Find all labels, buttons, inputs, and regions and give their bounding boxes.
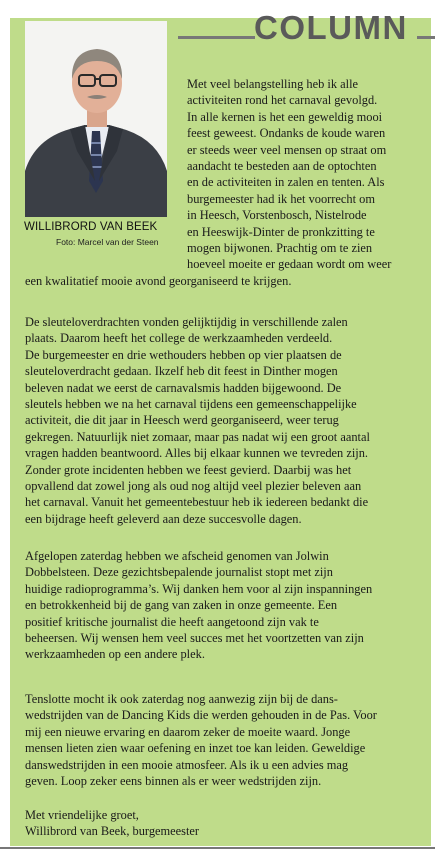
text-line: De burgemeester en drie wethouders hebben op vier plaatsen de: [25, 347, 342, 362]
text-line: sleutels hebben we na het carnaval tijdens een gemeenschappelijke: [25, 397, 357, 412]
paragraph-intro-tail: een kwalitatief mooie avond georganiseerd te krijgen.: [25, 274, 292, 288]
text-line: aandacht te besteden aan de optochten: [187, 159, 377, 174]
portrait-photo-icon: [25, 21, 167, 217]
text-line: activiteiten rond het carnaval gevolgd.: [187, 93, 378, 108]
text-line: mij een nieuwe ervaring en daarom zeker de moeite waard. Jonge: [25, 724, 351, 739]
column-title: COLUMN: [254, 9, 408, 46]
text-line: in Heesch, Vorstenbosch, Nistelrode: [187, 208, 367, 223]
text-line: Zonder grote incidenten hebben we feest gevierd. Daarbij was het: [25, 462, 352, 477]
header-rule-left: [178, 36, 255, 39]
text-line: en betrokkenheid bij de gang van zaken in onze gemeente. Een: [25, 598, 338, 613]
text-line: gekregen. Natuurlijk niet zomaar, maar pas nadat wij een groot aantal: [25, 429, 370, 444]
text-line: hoeveel moeite er gedaan wordt om weer: [187, 257, 392, 272]
text-line: en de activiteiten in zalen en tenten. Als: [187, 175, 385, 190]
photo-caption-name: WILLIBRORD VAN BEEK: [24, 221, 158, 233]
text-line: en Heeswijk-Dinter de pronkzitting te: [187, 224, 375, 239]
text-line: activiteit, die dit jaar in Heesch werd georganiseerd, weer terug: [25, 413, 339, 428]
text-line: huidige radioprogramma’s. Wij danken hem voor al zijn inspanningen: [25, 581, 373, 596]
text-line: opvallend dat zowel jong als oud nog altijd veel plezier beleven aan: [25, 479, 362, 494]
paragraph-intro: [187, 76, 427, 273]
text-line: werkzaamheden op een andere plek.: [25, 647, 205, 662]
text-line: positief kritische journalist die heeft aangetoond zijn vak te: [25, 614, 319, 629]
text-line: beleven nadat we eerst de carnavalsmis hadden bijgewoond. De: [25, 380, 342, 395]
text-line: er steeds weer veel mensen op straat om: [187, 142, 387, 157]
header-rule-right: [417, 36, 435, 39]
text-line: De sleuteloverdrachten vonden gelijktijdig in verschillende zalen: [25, 315, 348, 329]
text-line: het carnaval. Vanuit het gemeentebestuur heb ik iedereen bedankt die: [25, 495, 369, 510]
paragraph-farewell: [25, 548, 427, 663]
text-line: Afgelopen zaterdag hebben we afscheid genomen van Jolwin: [25, 549, 329, 563]
text-line: In alle kernen is het een geweldig mooi: [187, 109, 383, 124]
text-line: sleuteloverdracht gedaan. Ikzelf heb dit feest in Dinther mogen: [25, 364, 338, 379]
text-line: wedstrijden van de Dancing Kids die werden gehouden in de Pas. Voor: [25, 708, 377, 723]
text-line: Met veel belangstelling heb ik alle: [187, 77, 359, 91]
closing-signature: Willibrord van Beek, burgemeester: [25, 824, 200, 839]
text-line: mensen lieten zien waar oefening en inzet toe kan leiden. Geweldige: [25, 741, 366, 756]
bottom-rule: [0, 847, 435, 849]
text-line: feest geweest. Ondanks de koude waren: [187, 126, 386, 141]
text-line: Tenslotte mocht ik ook zaterdag nog aanwezig zijn bij de dans-: [25, 692, 338, 706]
text-line: geven. Loop zeker eens binnen als er weer wedstrijden zijn.: [25, 774, 322, 789]
text-line: plaats. Daarom heeft het college de werkzaamheden verdeeld.: [25, 331, 333, 346]
text-line: een bijdrage heeft geleverd aan deze succesvolle dagen.: [25, 511, 302, 526]
paragraph-key-handover: [25, 314, 427, 527]
closing-greeting: Met vriendelijke groet,: [25, 808, 139, 822]
text-line: burgemeester had ik het voorrecht om: [187, 191, 375, 206]
text-line: beheersen. Wij wensen hem veel succes met het voortzetten van zijn: [25, 631, 364, 646]
text-line: Dobbelsteen. Deze gezichtsbepalende journalist stopt met zijn: [25, 565, 333, 580]
text-line: mogen bijwonen. Prachtig om te zien: [187, 241, 373, 256]
paragraph-dance: [25, 691, 427, 789]
closing: [25, 807, 427, 840]
photo-credit: Foto: Marcel van der Steen: [56, 237, 159, 247]
text-line: danswedstrijden in een mooie atmosfeer. Als ik u een advies mag: [25, 757, 349, 772]
text-line: vragen hadden beantwoord. Alles bij elkaar kunnen we tevreden zijn.: [25, 446, 369, 461]
